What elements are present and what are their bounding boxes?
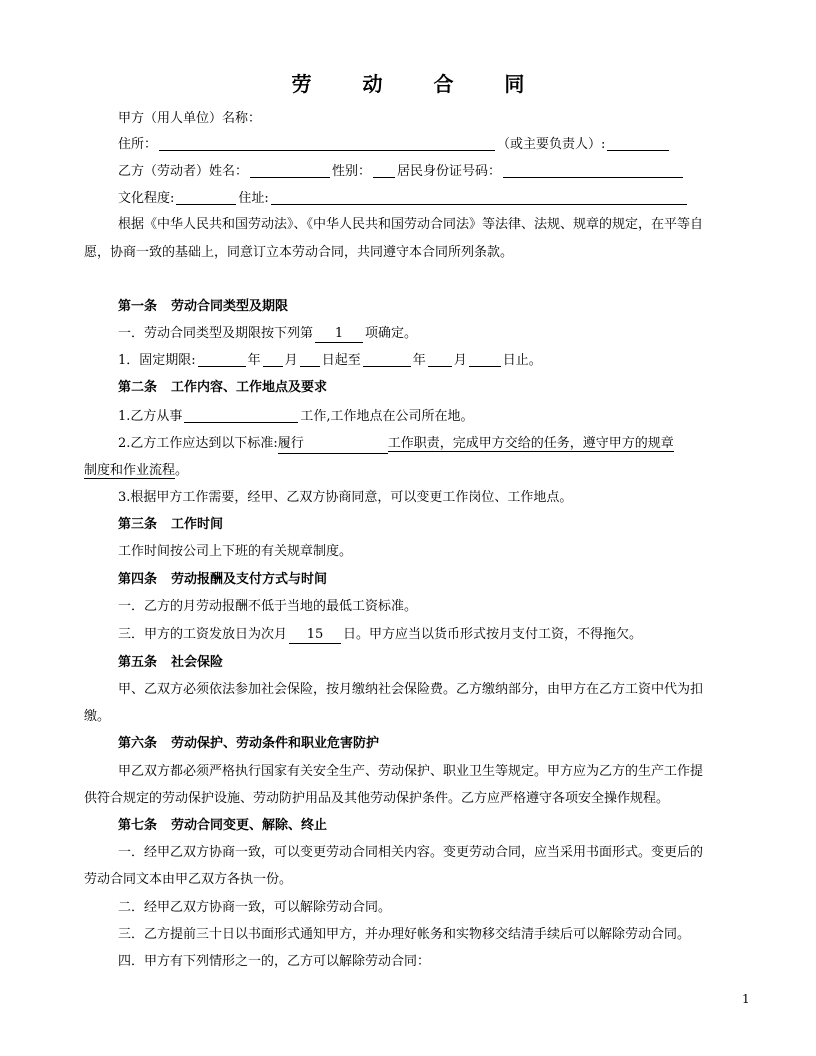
end-day-label: 日止。 [502,353,542,368]
preamble-line-1: 根据《中华人民共和国劳动法》、《中华人民共和国劳动合同法》等法律、法规、规章的规定，在平等自 [118,217,704,232]
party-b-address-label: 住址: [238,191,269,206]
article-4-para-2 [118,626,642,644]
article-1-number: 第一条 [118,299,158,314]
article-4-para-2-suffix: 日。甲方应当以货币形式按月支付工资，不得拖欠。 [343,627,643,642]
article-1-title: 劳动合同类型及期限 [171,299,289,314]
party-b-education-line [118,190,689,208]
article-2-para-1-prefix: 1.乙方从事 [118,409,183,424]
document-title: 劳 动 合 同 [291,72,547,96]
article-5-heading [118,654,223,672]
article-5-line-2: 缴。 [84,709,111,724]
article-7-para-4: 四．甲方有下列情形之一的，乙方可以解除劳动合同： [118,954,431,969]
article-7-para-1-line-1: 一．经甲乙双方协商一致，可以变更劳动合同相关内容。变更劳动合同，应当采用书面形式。变更后的 [118,845,704,860]
article-4-heading [118,571,327,589]
article-4-para-2-prefix: 三．甲方的工资发放日为次月 [118,627,288,642]
end-day-field[interactable] [469,352,501,367]
party-a-address-field[interactable] [159,136,495,151]
start-day-label: 日起至 [321,353,361,368]
end-month-field[interactable] [428,352,452,367]
article-1-para-1 [118,325,417,343]
party-b-id-field[interactable] [503,163,683,178]
start-month-field[interactable] [263,352,283,367]
party-b-gender-label: 性别： [332,164,372,179]
article-2-para-2 [118,435,674,454]
article-2-number: 第二条 [118,380,158,395]
article-7-para-3: 三．乙方提前三十日以书面形式通知甲方，并办理好帐务和实物移交结清手续后可以解除劳动合同。 [118,927,691,942]
party-b-education-field[interactable] [176,190,236,205]
pay-day-value[interactable]: 15 [289,627,341,644]
article-3-heading [118,516,223,534]
party-b-education-label: 文化程度: [118,191,175,206]
article-2-para-2-rest: 工作职责，完成甲方交给的任务，遵守甲方的规章 [387,436,674,451]
article-2-para-2-end: 。 [175,463,189,478]
article-7-para-1-line-2: 劳动合同文本由甲乙双方各执一份。 [84,872,293,887]
article-6-heading [118,735,379,753]
article-2-para-2-prefix: 2.乙方工作应达到以下标准: [118,436,278,451]
article-2-para-2-line2: 制度和作业流程 [84,463,176,478]
party-b-address-field[interactable] [271,190,687,205]
article-2-para-1 [118,408,474,426]
article-7-para-2: 二．经甲乙双方协商一致，可以解除劳动合同。 [118,900,392,915]
article-2-para-3: 3.根据甲方工作需要，经甲、乙双方协商同意，可以变更工作岗位、工作地点。 [118,490,573,505]
party-b-name-field[interactable] [250,163,330,178]
article-1-para-2 [118,352,542,370]
end-month-label: 月 [453,353,467,368]
article-2-para-2-cont [84,462,188,480]
article-4-number: 第四条 [118,572,158,587]
job-title-field[interactable] [184,408,298,423]
party-a-responsible-label: （或主要负责人）: [497,137,606,152]
fixed-term-label: 1．固定期限: [118,353,196,368]
article-6-line-1: 甲乙双方都必须严格执行国家有关安全生产、劳动保护、职业卫生等规定。甲方应为乙方的生产工作提 [118,764,704,779]
party-a-address-label: 住所： [118,137,158,152]
party-a-name-label: 甲方（用人单位）名称： [118,111,262,126]
article-3-title: 工作时间 [171,517,224,532]
article-6-title: 劳动保护、劳动条件和职业危害防护 [171,736,380,751]
article-6-line-2: 供符合规定的劳动保护设施、劳动防护用品及其他劳动保护条件。乙方应严格遵守各项安全操作规程。 [84,791,670,806]
article-3-number: 第三条 [118,517,158,532]
party-b-id-label: 居民身份证号码： [397,164,502,179]
article-5-number: 第五条 [118,655,158,670]
article-4-para-1: 一．乙方的月劳动报酬不低于当地的最低工资标准。 [118,599,418,614]
party-b-name-line [118,163,685,181]
article-5-title: 社会保险 [171,655,224,670]
start-year-label: 年 [247,353,261,368]
article-1-para-1-suffix: 项确定。 [365,326,418,341]
article-3-para-1: 工作时间按公司上下班的有关规章制度。 [118,544,353,559]
party-a-name-line [118,110,261,128]
party-b-name-label: 乙方（劳动者）姓名： [118,164,249,179]
end-year-label: 年 [412,353,426,368]
preamble-line-2: 愿，协商一致的基础上，同意订立本劳动合同，共同遵守本合同所列条款。 [84,245,514,260]
article-4-title: 劳动报酬及支付方式与时间 [171,572,328,587]
article-7-heading [118,817,327,835]
article-5-line-1: 甲、乙双方必须依法参加社会保险，按月缴纳社会保险费。乙方缴纳部分，由甲方在乙方工资中代为扣 [118,682,704,697]
article-2-heading [118,379,327,397]
start-year-field[interactable] [198,352,246,367]
article-7-number: 第七条 [118,818,158,833]
article-2-title: 工作内容、工作地点及要求 [171,380,328,395]
article-1-heading [118,298,288,316]
party-a-address-line [118,136,671,154]
party-b-gender-field[interactable] [373,163,395,178]
article-1-para-1-prefix: 一．劳动合同类型及期限按下列第 [118,326,314,341]
article-6-number: 第六条 [118,736,158,751]
page-number: 1 [742,992,750,1006]
party-a-responsible-field[interactable] [607,136,669,151]
start-day-field[interactable] [300,352,320,367]
end-year-field[interactable] [363,352,411,367]
article-2-para-1-suffix: 工作,工作地点在公司所在地。 [300,409,474,424]
article-7-title: 劳动合同变更、解除、终止 [171,818,328,833]
start-month-label: 月 [284,353,298,368]
contract-type-value[interactable]: 1 [315,326,363,343]
job-standard-field[interactable]: 履行 [278,435,388,454]
